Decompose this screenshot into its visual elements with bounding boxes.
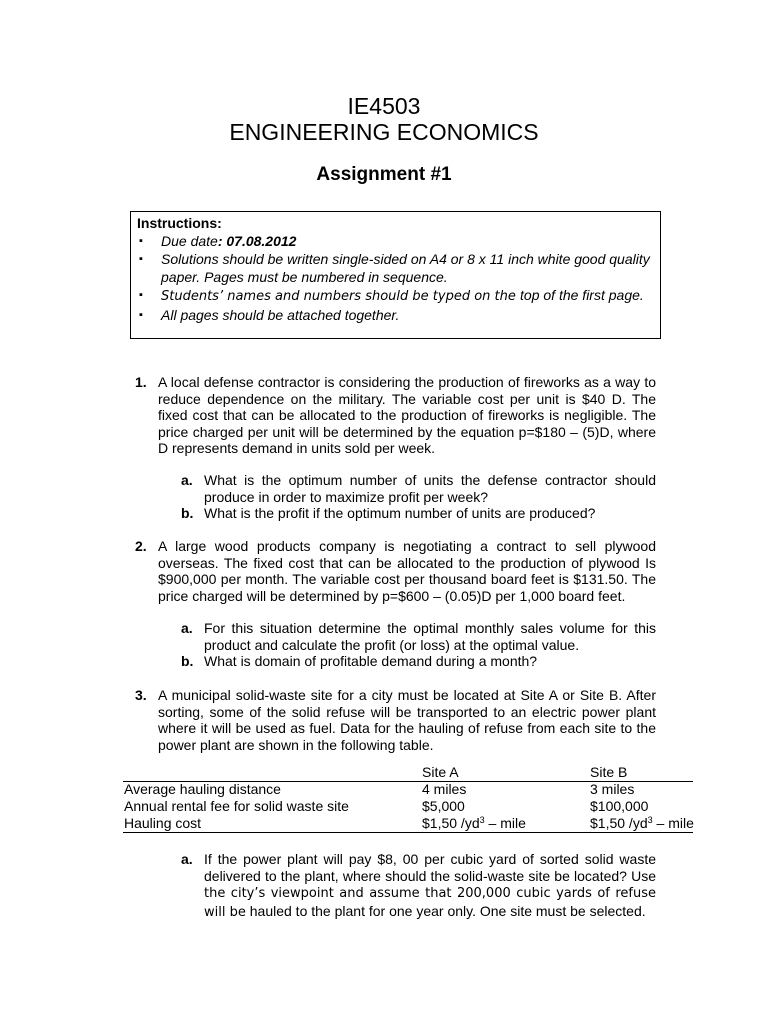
table-cell-site-a xyxy=(422,815,526,832)
question-2-number: 2. xyxy=(135,538,147,554)
course-code: IE4503 xyxy=(347,93,421,119)
hauling-cost-a-value: $1,50 /yd xyxy=(422,815,480,831)
instruction-due-date xyxy=(137,232,654,250)
table-cell-site-b: $100,000 xyxy=(590,798,649,814)
table-row-label: Annual rental fee for solid waste site xyxy=(124,798,349,814)
question-1a-text: What is the optimum number of units the defense contractor should produce in order to maximize profit per week? xyxy=(204,472,656,505)
course-title: ENGINEERING ECONOMICS xyxy=(229,119,539,145)
instruction-attach xyxy=(137,306,654,324)
hauling-cost-b-unit: – mile xyxy=(652,815,694,831)
assignment-title: Assignment #1 xyxy=(316,164,452,185)
question-3a-text xyxy=(204,851,656,921)
instruction-paper-text: Solutions should be written single-sided on A4 or 8 x 11 inch white good quality paper. Pages must be numbered in sequence. xyxy=(161,251,650,285)
instructions-box xyxy=(130,211,661,339)
instruction-paper xyxy=(137,250,654,286)
table-header-site-b: Site B xyxy=(590,764,628,780)
question-1-text: A local defense contractor is considering the production of fireworks as a way to reduce dependence on the military. The variable cost per unit is $40 D. The fixed cost that can be allocated to the production of fireworks is negligible. The price charged per unit will be determined by the equation p=$180 – (5)D, where D represents demand in units sold per week. xyxy=(158,374,656,456)
question-1b-label: b. xyxy=(181,505,194,521)
instruction-names-text-2: top of the first page. xyxy=(520,287,644,303)
instruction-names xyxy=(137,286,654,306)
hauling-cost-a-exponent: 3 xyxy=(479,815,485,825)
question-3a-label: a. xyxy=(181,851,193,867)
question-2b-label: b. xyxy=(181,653,194,669)
table-row-label: Average hauling distance xyxy=(124,781,281,797)
table-cell-site-a: $5,000 xyxy=(422,798,465,814)
table-header-site-a: Site A xyxy=(422,764,459,780)
table-cell-site-a: 4 miles xyxy=(422,781,467,797)
hauling-cost-b-value: $1,50 /yd xyxy=(590,815,648,831)
due-date-label: Due date xyxy=(161,233,218,249)
question-3a-line3: hauled to the plant for one year only. One site must be selected. xyxy=(249,902,646,919)
question-1a-label: a. xyxy=(181,472,193,488)
question-3-number: 3. xyxy=(135,687,147,703)
table-bottom-rule xyxy=(123,832,693,833)
question-1b-text: What is the profit if the optimum number of units are produced? xyxy=(204,505,596,521)
instruction-names-text: Students’ names and numbers should be typed on the xyxy=(161,289,521,304)
bullet-icon: ▪ xyxy=(139,309,143,321)
bullet-icon: ▪ xyxy=(139,289,143,301)
due-date-value: : 07.08.2012 xyxy=(217,233,297,249)
question-3-text: A municipal solid-waste site for a city must be located at Site A or Site B. After sorting, some of the solid refuse will be transported to an electric power plant where it will be used as fuel. Data for the hauling of refuse from each site to the power plant are shown in the following table. xyxy=(158,687,656,753)
table-cell-site-b: 3 miles xyxy=(590,781,635,797)
question-2b-text: What is domain of profitable demand during a month? xyxy=(204,653,538,669)
table-row-label: Hauling cost xyxy=(124,815,202,831)
question-2a-text: For this situation determine the optimal monthly sales volume for this product and calculate the profit (or loss) at the optimal value. xyxy=(204,620,656,653)
table-cell-site-b xyxy=(590,815,694,832)
question-2-text: A large wood products company is negotiating a contract to sell plywood overseas. The fixed cost that can be allocated to the production of plywood Is $900,000 per month. The variable cost per thousand board feet is $131.50. The price charged will be determined by p=$600 – (0.05)D per 1,000 board feet. xyxy=(158,538,656,604)
hauling-cost-b-exponent: 3 xyxy=(647,815,653,825)
hauling-cost-a-unit: – mile xyxy=(484,815,526,831)
question-1-number: 1. xyxy=(135,374,147,390)
instruction-attach-text: All pages should be attached together. xyxy=(161,307,400,323)
question-3a-line1: If the power plant will pay $8, 00 per cubic yard of sorted solid waste delivered to the plant, where should the solid-waste site be located? Use xyxy=(204,851,656,884)
instructions-heading: Instructions: xyxy=(137,215,222,231)
bullet-icon: ▪ xyxy=(139,253,143,265)
question-3a-line2: the city’s viewpoint and assume that 200,000 cubic yards of refuse will be xyxy=(204,886,656,920)
question-2a-label: a. xyxy=(181,620,193,636)
bullet-icon: ▪ xyxy=(139,235,143,247)
